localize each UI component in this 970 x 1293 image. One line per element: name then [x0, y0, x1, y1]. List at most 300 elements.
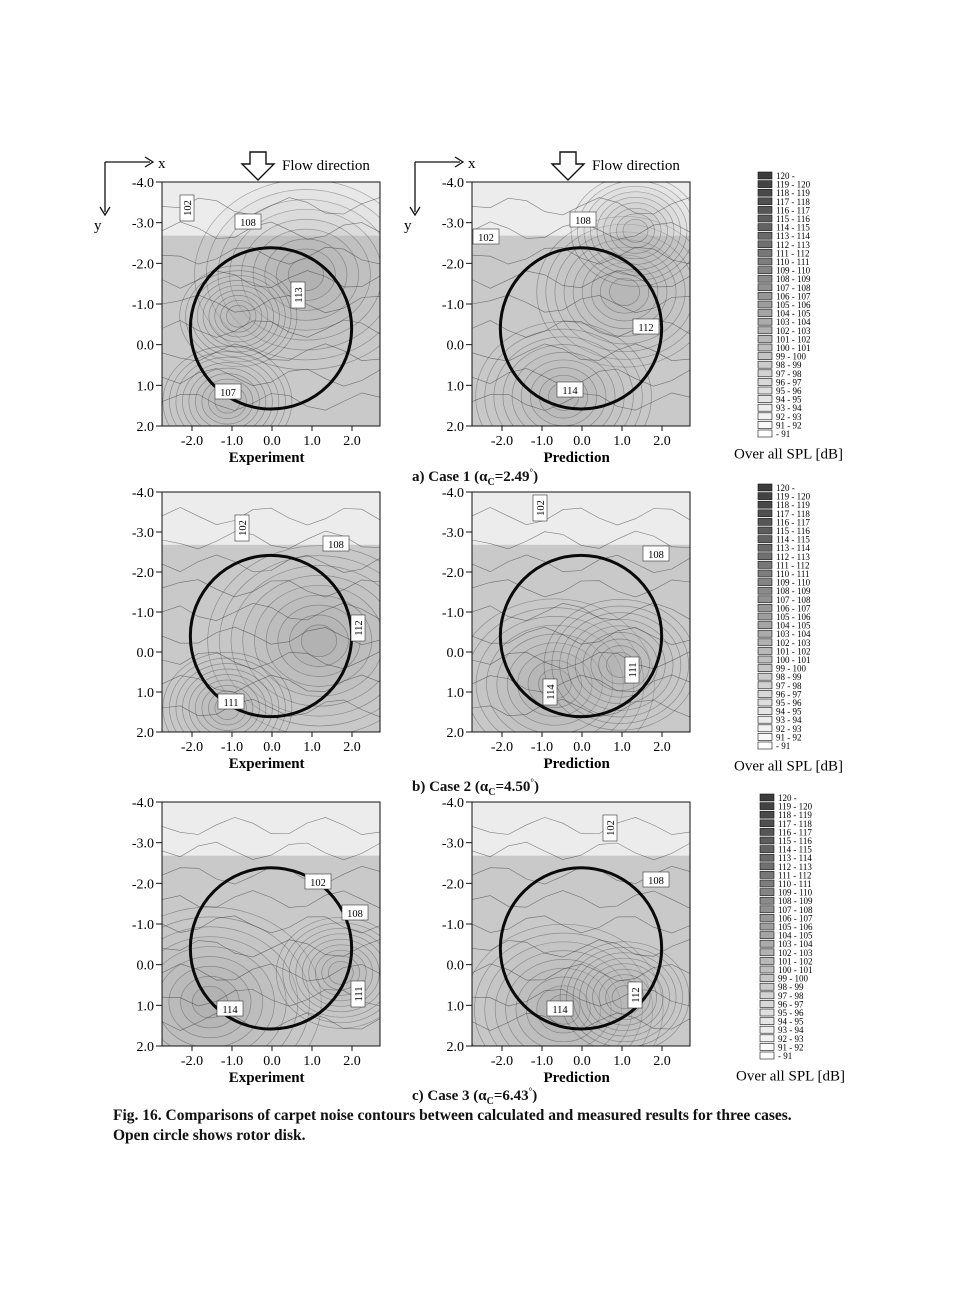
x-tick-label: -1.0 [220, 434, 244, 449]
svg-text:108: 108 [240, 218, 256, 229]
legend-swatch [758, 544, 772, 551]
legend-range-label: 117 - 118 [776, 196, 810, 207]
case2-caption: b) Case 2 $(\alpha_C=4.50^\circ)$ [412, 777, 539, 798]
y-tick-label: -4.0 [441, 486, 464, 501]
xlabel-experiment: Experiment [228, 1070, 305, 1086]
contour-value-label [570, 212, 596, 227]
legend-range-label: 94 - 95 [778, 1016, 804, 1027]
panel-case2-experiment [90, 480, 400, 780]
x-tick-label: 2.0 [653, 1054, 671, 1069]
legend-range-label: 109 - 110 [776, 577, 811, 588]
svg-text:102: 102 [606, 820, 617, 836]
y-tick-label: -4.0 [131, 176, 154, 191]
legend-swatches [736, 793, 870, 1094]
legend-swatch [758, 198, 772, 205]
x-tick-label: 2.0 [343, 1054, 361, 1069]
svg-text:111: 111 [354, 986, 365, 1002]
svg-text:111: 111 [628, 662, 639, 678]
x-tick-label: 1.0 [613, 740, 631, 755]
contour-plot [400, 150, 710, 470]
y-tick-label: -3.0 [131, 216, 154, 232]
y-tick-label: -1.0 [131, 606, 154, 621]
xlabel-prediction: Prediction [543, 450, 610, 466]
svg-text:102: 102 [183, 200, 194, 216]
legend-range-label: 95 - 96 [776, 386, 802, 396]
y-tick-label: -1.0 [441, 298, 464, 313]
legend-range-label: 94 - 95 [776, 706, 802, 717]
y-tick-label: -1.0 [131, 918, 154, 933]
y-tick-label: 2.0 [136, 726, 154, 741]
legend-range-label: - 91 [776, 741, 791, 751]
legend-swatch [758, 249, 772, 256]
legend-range-label: 114 - 115 [776, 534, 810, 545]
y-tick-label: -4.0 [131, 486, 154, 501]
svg-text:107: 107 [220, 388, 236, 399]
legend-range-label: 93 - 94 [778, 1025, 804, 1036]
legend-range-label: 114 - 115 [776, 222, 810, 233]
legend-swatch [758, 310, 772, 317]
legend-swatch [758, 292, 772, 299]
legend-swatch [758, 742, 772, 749]
legend-range-label: 92 - 93 [778, 1033, 804, 1044]
svg-text:112: 112 [638, 323, 654, 334]
legend-range-label: 95 - 96 [776, 698, 802, 708]
legend-swatch [760, 820, 774, 827]
legend-range-label: 109 - 110 [778, 887, 813, 898]
contour-value-label [235, 515, 249, 541]
legend-entry [760, 1051, 792, 1061]
y-tick-label: 2.0 [446, 420, 464, 435]
legend-swatch [758, 587, 772, 594]
legend-swatch [760, 949, 774, 956]
legend-swatch [760, 828, 774, 835]
legend-swatch [758, 413, 772, 420]
y-tick-label: -3.0 [131, 526, 154, 541]
axis-y-letter: y [94, 218, 102, 234]
svg-text:112: 112 [631, 987, 642, 1003]
legend-range-label: 112 - 113 [776, 239, 810, 250]
contour-value-label [235, 214, 261, 229]
legend-range-label: 116 - 117 [776, 517, 810, 528]
legend-swatch [758, 241, 772, 248]
legend-range-label: 119 - 120 [776, 179, 811, 190]
legend-range-label: 99 - 100 [776, 351, 806, 362]
svg-text:108: 108 [648, 550, 664, 561]
legend-range-label: 111 - 112 [776, 560, 810, 571]
legend-swatch [758, 708, 772, 715]
legend-range-label: 92 - 93 [776, 723, 802, 734]
legend-range-label: 97 - 98 [776, 368, 802, 379]
contour-plot [90, 790, 400, 1090]
legend-swatch [760, 794, 774, 801]
y-tick-label: -3.0 [441, 526, 464, 541]
legend-range-label: 96 - 97 [778, 999, 804, 1010]
x-tick-label: 2.0 [653, 434, 671, 449]
contour-value-label [215, 384, 241, 399]
legend-range-label: 116 - 117 [778, 827, 812, 838]
panel-case1-prediction [400, 150, 710, 470]
contour-value-label [533, 495, 547, 521]
legend-swatch [758, 699, 772, 706]
x-tick-label: -2.0 [490, 434, 514, 449]
legend-swatch [758, 725, 772, 732]
y-tick-label: -4.0 [441, 176, 464, 191]
legend-entry [758, 741, 790, 751]
legend-range-label: - 91 [776, 429, 791, 439]
xlabel-prediction: Prediction [543, 1070, 610, 1086]
legend-swatch [758, 527, 772, 534]
noise-contour-field [464, 802, 690, 1095]
y-tick-label: -1.0 [441, 918, 464, 933]
x-tick-label: -2.0 [490, 1054, 514, 1069]
legend-swatch [758, 510, 772, 517]
legend-range-label: 106 - 107 [778, 913, 813, 924]
legend-range-label: 97 - 98 [776, 680, 802, 691]
legend-range-label: 115 - 116 [776, 526, 810, 536]
legend-swatch [758, 493, 772, 500]
y-tick-label: 2.0 [446, 1040, 464, 1055]
legend-range-label: 107 - 108 [776, 594, 811, 605]
legend-range-label: 119 - 120 [776, 491, 811, 502]
contour-value-label [351, 615, 365, 641]
legend-range-label: 101 - 102 [776, 646, 811, 657]
svg-text:108: 108 [347, 909, 363, 920]
legend-swatch [758, 430, 772, 437]
x-tick-label: 1.0 [613, 434, 631, 449]
legend-swatch [758, 172, 772, 179]
legend-range-label: 94 - 95 [776, 394, 802, 405]
legend-swatch [758, 613, 772, 620]
legend-swatch [758, 327, 772, 334]
svg-text:114: 114 [552, 1005, 568, 1016]
panel-case2-prediction [400, 480, 710, 780]
legend-title: Over all SPL [dB] [734, 758, 844, 775]
legend-range-label: 112 - 113 [778, 861, 812, 872]
legend-swatch [758, 570, 772, 577]
legend-swatch [760, 1052, 774, 1059]
legend-range-label: 91 - 92 [776, 420, 802, 431]
legend-range-label: 105 - 106 [776, 300, 811, 310]
legend-swatch [760, 983, 774, 990]
axis-x-letter: x [468, 156, 476, 172]
y-tick-label: -2.0 [441, 257, 464, 273]
legend-range-label: 101 - 102 [776, 334, 811, 345]
x-tick-label: 1.0 [303, 434, 321, 449]
legend-range-label: 104 - 105 [776, 308, 811, 319]
legend-swatch [760, 889, 774, 896]
y-tick-label: -4.0 [441, 796, 464, 811]
legend-range-label: 93 - 94 [776, 715, 802, 726]
legend-range-label: 107 - 108 [778, 904, 813, 915]
legend-range-label: 106 - 107 [776, 291, 811, 302]
legend-range-label: 99 - 100 [776, 663, 806, 674]
flow-direction-label: Flow direction [592, 158, 680, 174]
legend-swatch [758, 673, 772, 680]
legend-swatch [760, 992, 774, 999]
legend-swatch [760, 932, 774, 939]
legend-range-label: 108 - 109 [778, 896, 813, 907]
contour-plot [90, 150, 400, 470]
legend-swatch [758, 716, 772, 723]
contour-value-label [633, 319, 659, 334]
x-tick-label: 1.0 [613, 1054, 631, 1069]
y-tick-label: -2.0 [441, 566, 464, 581]
x-tick-label: -2.0 [490, 740, 514, 755]
contour-value-label [547, 1001, 573, 1016]
legend-swatch [758, 224, 772, 231]
legend-range-label: 120 - [776, 171, 795, 181]
legend-swatch [760, 880, 774, 887]
y-tick-label: 0.0 [446, 646, 464, 661]
legend-swatch [758, 344, 772, 351]
legend-swatch [758, 181, 772, 188]
legend-swatch [760, 854, 774, 861]
legend-swatch [760, 897, 774, 904]
svg-text:102: 102 [536, 500, 547, 516]
svg-text:108: 108 [575, 216, 591, 227]
legend-range-label: 118 - 119 [776, 500, 810, 511]
legend-swatch [760, 871, 774, 878]
legend-swatch [760, 966, 774, 973]
legend-range-label: 95 - 96 [778, 1008, 804, 1018]
legend-range-label: 100 - 101 [776, 655, 811, 665]
legend-swatch [758, 353, 772, 360]
legend-range-label: 98 - 99 [776, 360, 802, 371]
y-tick-label: 0.0 [136, 958, 154, 974]
x-tick-label: 2.0 [343, 434, 361, 449]
legend-swatch [758, 421, 772, 428]
y-tick-label: -3.0 [441, 836, 464, 852]
y-tick-label: -1.0 [131, 298, 154, 313]
legend-swatch [758, 335, 772, 342]
flow-direction-label: Flow direction [282, 158, 370, 174]
figure-caption-line1: Fig. 16. Comparisons of carpet noise contours between calculated and measured results for three cases. [113, 1107, 792, 1124]
axis-y-letter: y [404, 218, 412, 234]
legend-range-label: 96 - 97 [776, 689, 802, 700]
legend-swatch [758, 536, 772, 543]
x-tick-label: 2.0 [343, 740, 361, 755]
legend-swatch [758, 518, 772, 525]
legend-range-label: 117 - 118 [776, 508, 810, 519]
x-tick-label: -2.0 [180, 740, 204, 755]
legend-swatch [758, 630, 772, 637]
legend-swatch [758, 501, 772, 508]
legend-swatch [760, 1035, 774, 1042]
svg-text:102: 102 [310, 878, 326, 889]
y-tick-label: -3.0 [441, 216, 464, 232]
y-tick-label: 0.0 [446, 338, 464, 354]
y-tick-label: 0.0 [446, 958, 464, 974]
legend-swatch [760, 1018, 774, 1025]
legend-range-label: 93 - 94 [776, 403, 802, 414]
legend-swatch [758, 639, 772, 646]
legend-range-label: 110 - 111 [776, 257, 810, 267]
legend-swatch [758, 258, 772, 265]
legend-swatch [758, 361, 772, 368]
spl-legend-case1 [734, 171, 868, 477]
case3-caption: c) Case 3 $(\alpha_C=6.43^\circ)$ [412, 1086, 538, 1107]
legend-range-label: 110 - 111 [776, 569, 810, 579]
legend-range-label: 113 - 114 [776, 543, 810, 554]
legend-swatch [760, 1009, 774, 1016]
contour-value-label [351, 981, 365, 1007]
x-tick-label: 0.0 [573, 1054, 591, 1069]
legend-swatch [760, 923, 774, 930]
legend-range-label: 101 - 102 [778, 956, 813, 967]
y-tick-label: 1.0 [136, 379, 154, 395]
svg-text:114: 114 [222, 1005, 238, 1016]
svg-text:114: 114 [562, 386, 578, 397]
legend-range-label: 98 - 99 [776, 672, 802, 683]
y-tick-label: -4.0 [131, 796, 154, 811]
flow-direction-arrow-icon [552, 152, 584, 180]
legend-range-label: 102 - 103 [776, 637, 811, 648]
legend-swatch [760, 1043, 774, 1050]
panel-case1-experiment [90, 150, 400, 470]
spl-legend-case3 [736, 793, 870, 1099]
legend-range-label: 105 - 106 [776, 612, 811, 622]
legend-range-label: 111 - 112 [776, 248, 810, 259]
legend-range-label: 100 - 101 [776, 343, 811, 353]
x-tick-label: -1.0 [530, 740, 554, 755]
figure-caption-line2: Open circle shows rotor disk. [113, 1127, 306, 1144]
y-tick-label: -2.0 [131, 257, 154, 273]
legend-swatch [758, 275, 772, 282]
contour-value-label [643, 546, 669, 561]
y-tick-label: 2.0 [446, 726, 464, 741]
legend-range-label: 117 - 118 [778, 818, 812, 829]
spl-legend-case2 [734, 483, 868, 789]
legend-range-label: 104 - 105 [778, 930, 813, 941]
contour-value-label [603, 815, 617, 841]
legend-swatch [758, 370, 772, 377]
svg-text:102: 102 [478, 233, 494, 244]
y-tick-label: 1.0 [136, 999, 154, 1015]
legend-swatch [758, 284, 772, 291]
legend-range-label: 103 - 104 [776, 317, 811, 328]
legend-range-label: 102 - 103 [776, 325, 811, 336]
legend-range-label: 91 - 92 [776, 732, 802, 743]
legend-swatch [760, 975, 774, 982]
legend-range-label: 104 - 105 [776, 620, 811, 631]
contour-value-label [543, 679, 557, 705]
legend-swatch [760, 837, 774, 844]
legend-swatch [758, 189, 772, 196]
legend-range-label: 97 - 98 [778, 990, 804, 1001]
legend-swatch [760, 863, 774, 870]
legend-range-label: 114 - 115 [778, 844, 812, 855]
legend-swatch [758, 553, 772, 560]
x-tick-label: -1.0 [220, 1054, 244, 1069]
contour-plot [400, 480, 710, 780]
legend-range-label: - 91 [778, 1051, 793, 1061]
y-tick-label: 0.0 [136, 338, 154, 354]
legend-range-label: 103 - 104 [776, 629, 811, 640]
xlabel-prediction: Prediction [543, 756, 610, 772]
legend-range-label: 108 - 109 [776, 586, 811, 597]
contour-value-label [305, 874, 331, 889]
contour-value-label [217, 1001, 243, 1016]
legend-range-label: 96 - 97 [776, 377, 802, 388]
legend-swatches [734, 483, 868, 784]
legend-range-label: 105 - 106 [778, 922, 813, 932]
y-tick-label: 0.0 [136, 646, 154, 661]
x-tick-label: 0.0 [573, 740, 591, 755]
y-tick-label: 2.0 [136, 1040, 154, 1055]
legend-range-label: 110 - 111 [778, 879, 812, 889]
legend-swatch [758, 682, 772, 689]
svg-text:114: 114 [546, 684, 557, 700]
legend-swatch [758, 267, 772, 274]
contour-value-label [628, 982, 642, 1008]
x-tick-label: 2.0 [653, 740, 671, 755]
legend-swatch [758, 404, 772, 411]
case1-caption: a) Case 1 $(\alpha_C=2.49^\circ)$ [412, 467, 539, 488]
legend-range-label: 116 - 117 [776, 205, 810, 216]
legend-range-label: 115 - 116 [776, 214, 810, 224]
y-tick-label: -3.0 [131, 836, 154, 852]
legend-swatch [758, 378, 772, 385]
legend-range-label: 103 - 104 [778, 939, 813, 950]
legend-range-label: 120 - [776, 483, 795, 493]
x-tick-label: 0.0 [263, 1054, 281, 1069]
legend-range-label: 113 - 114 [778, 853, 812, 864]
contour-plot [400, 790, 710, 1090]
legend-range-label: 106 - 107 [776, 603, 811, 614]
legend-swatch [758, 733, 772, 740]
svg-text:108: 108 [328, 540, 344, 551]
contour-value-label [291, 282, 305, 308]
legend-swatch [758, 396, 772, 403]
legend-swatch [760, 811, 774, 818]
x-tick-label: -1.0 [220, 740, 244, 755]
y-tick-label: 2.0 [136, 420, 154, 435]
contour-value-label [625, 657, 639, 683]
legend-entry [758, 429, 790, 439]
legend-range-label: 98 - 99 [778, 982, 804, 993]
legend-swatch [758, 690, 772, 697]
legend-swatch [758, 647, 772, 654]
figure-caption [113, 1106, 873, 1146]
legend-swatch [760, 846, 774, 853]
legend-swatch [760, 1000, 774, 1007]
legend-swatch [758, 596, 772, 603]
legend-range-label: 120 - [778, 793, 797, 803]
panel-case3-prediction [400, 790, 710, 1090]
legend-swatches [734, 171, 868, 472]
legend-swatch [758, 301, 772, 308]
contour-plot [90, 480, 400, 780]
legend-swatch [760, 803, 774, 810]
legend-swatch [760, 914, 774, 921]
x-tick-label: -2.0 [180, 1054, 204, 1069]
legend-range-label: 109 - 110 [776, 265, 811, 276]
legend-range-label: 118 - 119 [778, 810, 812, 821]
y-tick-label: 1.0 [446, 686, 464, 701]
legend-range-label: 113 - 114 [776, 231, 810, 242]
x-tick-label: 1.0 [303, 1054, 321, 1069]
legend-swatch [758, 232, 772, 239]
legend-swatch [758, 387, 772, 394]
svg-text:111: 111 [223, 698, 239, 709]
y-tick-label: 1.0 [136, 686, 154, 701]
contour-value-label [342, 905, 368, 920]
axis-x-letter: x [158, 156, 166, 172]
x-tick-label: -2.0 [180, 434, 204, 449]
noise-contour-field [162, 492, 430, 764]
x-tick-label: -1.0 [530, 434, 554, 449]
contour-value-label [473, 229, 499, 244]
